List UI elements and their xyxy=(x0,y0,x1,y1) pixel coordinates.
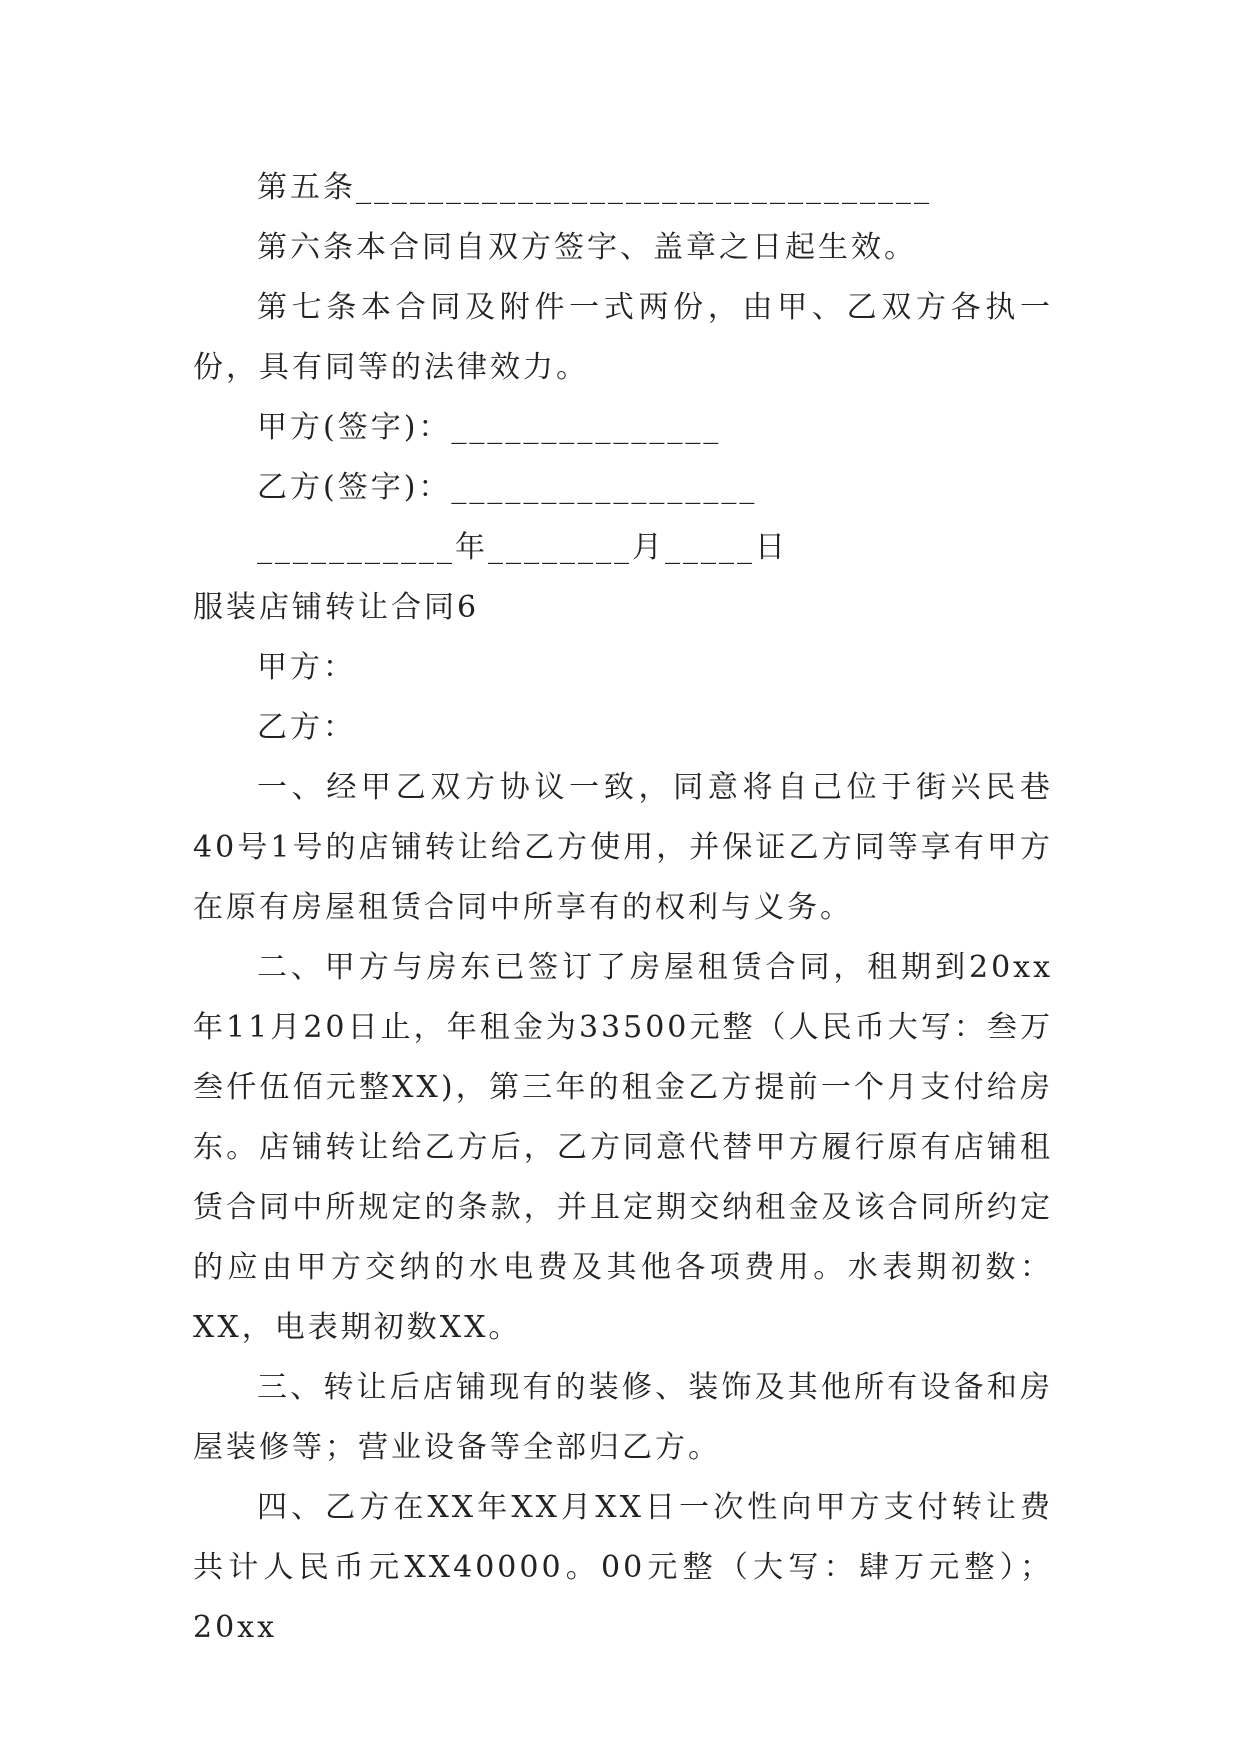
signature-date: ___________年________月_____日 xyxy=(257,530,788,565)
article-4: 四、乙方在XX年XX月XX日一次性向甲方支付转让费共计人民币元XX40000。00元整（大写：肆万元整）；20xx xyxy=(193,1490,1053,1645)
article-3: 三、转让后店铺现有的装修、装饰及其他所有设备和房屋装修等；营业设备等全部归乙方。 xyxy=(193,1370,1053,1465)
clause-5: 第五条________________________________ xyxy=(257,170,932,205)
document-body xyxy=(193,158,1053,1658)
party-b-signature: 乙方(签字)：_________________ xyxy=(257,470,758,505)
clause-6: 第六条本合同自双方签字、盖章之日起生效。 xyxy=(257,230,917,265)
party-a-signature: 甲方(签字)：_______________ xyxy=(257,410,722,445)
article-1: 一、经甲乙双方协议一致，同意将自己位于街兴民巷40号1号的店铺转让给乙方使用，并保证乙方同等享有甲方在原有房屋租赁合同中所享有的权利与义务。 xyxy=(193,770,1053,925)
party-b-label: 乙方： xyxy=(257,710,356,745)
contract-title: 服装店铺转让合同6 xyxy=(193,590,480,625)
party-a-label: 甲方： xyxy=(257,650,356,685)
clause-7: 第七条本合同及附件一式两份，由甲、乙双方各执一份，具有同等的法律效力。 xyxy=(193,290,1053,385)
article-2: 二、甲方与房东已签订了房屋租赁合同，租期到20xx年11月20日止，年租金为33500元整（人民币大写：叁万叁仟伍佰元整XX)，第三年的租金乙方提前一个月支付给房东。店铺转让给乙方后，乙方同意代替甲方履行原有店铺租赁合同中所规定的条款，并且定期交纳租金及该合同所约定的应由甲方交纳的水电费及其他各项费用。水表期初数：XX，电表期初数XX。 xyxy=(193,950,1053,1345)
